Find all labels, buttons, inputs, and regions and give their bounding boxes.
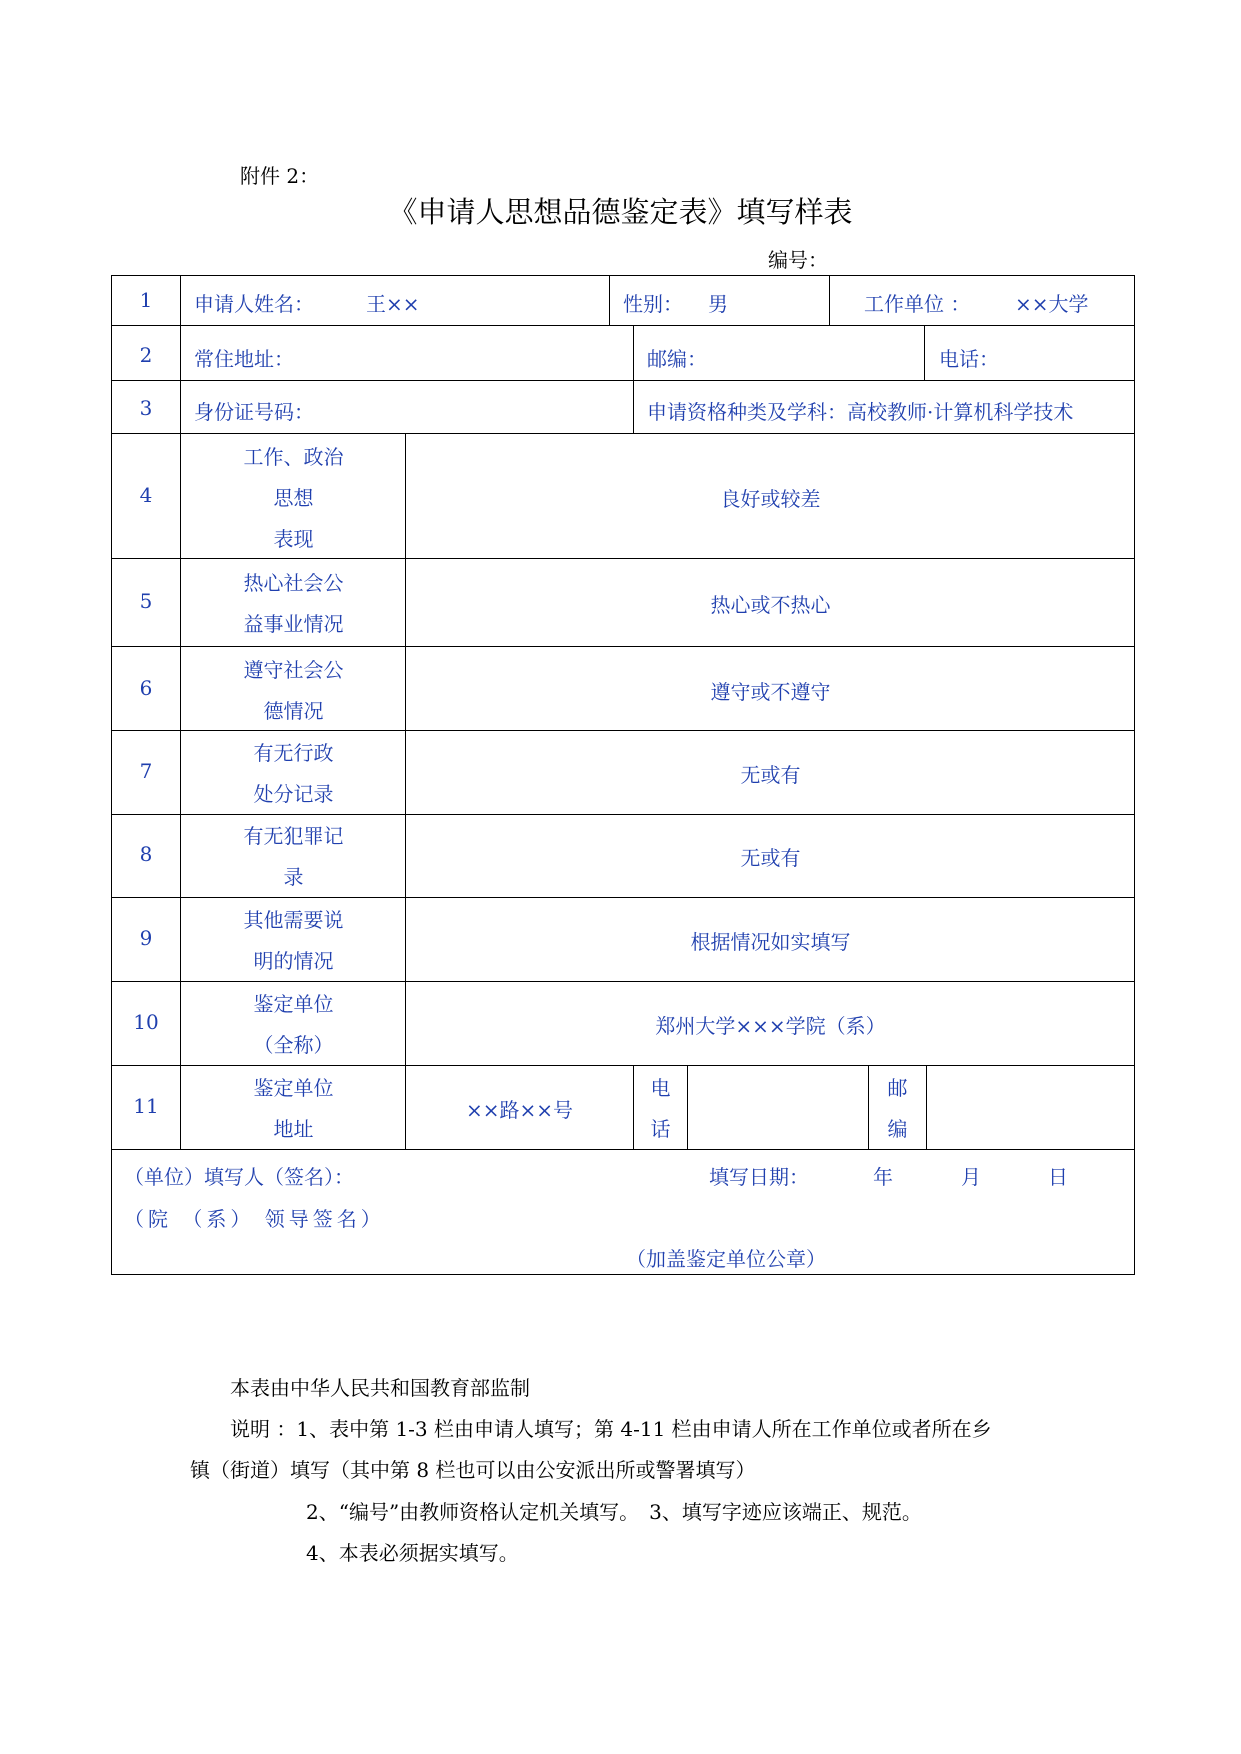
category-value: 热心或不热心 — [710, 593, 831, 617]
seal-label: （加盖鉴定单位公章） — [626, 1247, 826, 1271]
col-divider — [609, 275, 610, 325]
category-value: 根据情况如实填写 — [690, 930, 851, 954]
row-divider — [111, 646, 1135, 647]
row-number: 6 — [139, 676, 153, 700]
date-month: 月 — [961, 1165, 981, 1189]
date-year: 年 — [873, 1165, 893, 1189]
col-divider — [687, 1065, 688, 1149]
category-label: 热心社会公 益事业情况 — [243, 571, 344, 636]
id-number-label: 身份证号码： — [194, 400, 314, 424]
postcode-label: 邮 编 — [887, 1076, 908, 1141]
category-value: 良好或较差 — [720, 487, 821, 511]
date-day: 日 — [1048, 1165, 1068, 1189]
instruction-line: 2、“编号”由教师资格认定机关填写。 3、填写字迹应该端正、规范。 — [306, 1500, 922, 1524]
row-number: 7 — [139, 759, 153, 783]
category-label: 鉴定单位 （全称） — [253, 992, 334, 1057]
col-divider — [633, 380, 634, 433]
row-divider — [111, 380, 1135, 381]
attachment-label: 附件 2： — [240, 164, 320, 188]
appraisal-unit-address: ××路××号 — [465, 1098, 574, 1122]
applicant-name-value: 王×× — [366, 292, 420, 316]
serial-number-label: 编号： — [768, 248, 828, 272]
instruction-line: 4、本表必须据实填写。 — [306, 1541, 519, 1565]
appraisal-form-table — [111, 275, 1135, 1275]
col-divider — [924, 325, 925, 380]
category-label: 其他需要说 明的情况 — [243, 908, 344, 973]
row-number: 4 — [139, 483, 153, 507]
category-label: 有无行政 处分记录 — [253, 741, 334, 806]
row-number: 9 — [139, 926, 153, 950]
phone-label: 电 话 — [650, 1076, 671, 1141]
fill-date-label: 填写日期： — [709, 1165, 809, 1189]
instruction-line: 说明 ：1、表中第 1-3 栏由申请人填写；第 4-11 栏由申请人所在工作单位或者所在乡 — [230, 1417, 992, 1441]
row-number: 5 — [139, 589, 153, 613]
qualification-label: 申请资格种类及学科：高校教师·计算机科学技术 — [647, 400, 1074, 424]
row-number: 10 — [133, 1010, 159, 1034]
category-value: 郑州大学×××学院（系） — [655, 1014, 886, 1038]
border-bottom — [111, 1274, 1135, 1275]
row-divider — [111, 325, 1135, 326]
supervision-note: 本表由中华人民共和国教育部监制 — [230, 1376, 530, 1400]
row-number: 1 — [139, 288, 153, 312]
filler-signature-label: （单位）填写人（签名）： — [124, 1165, 354, 1189]
phone-label: 电话： — [939, 347, 999, 371]
instruction-line: 镇（街道）填写（其中第 8 栏也可以由公安派出所或警署填写） — [190, 1458, 756, 1482]
work-unit-label: 工作单位 ： — [864, 292, 971, 316]
applicant-name-label: 申请人姓名： — [194, 292, 314, 316]
row-number: 8 — [139, 842, 153, 866]
category-label: 鉴定单位 地址 — [253, 1076, 334, 1141]
category-value: 无或有 — [740, 846, 801, 870]
col-divider — [633, 325, 634, 380]
gender-value: 男 — [708, 292, 728, 316]
gender-label: 性别： — [623, 292, 683, 316]
page-title: 《申请人思想品德鉴定表》填写样表 — [388, 195, 853, 229]
border-top — [111, 275, 1135, 276]
row-number: 2 — [139, 343, 153, 367]
work-unit-value: ××大学 — [1015, 292, 1089, 316]
row-number: 11 — [133, 1094, 159, 1118]
col-divider — [829, 275, 830, 325]
category-label: 工作、政治 思想 表现 — [243, 445, 344, 551]
row-number: 3 — [139, 396, 153, 420]
row-divider — [111, 433, 1135, 434]
category-value: 遵守或不遵守 — [710, 680, 831, 704]
leader-signature-label: （院 （系） 领导签名） — [124, 1207, 385, 1231]
postcode-label: 邮编： — [647, 347, 707, 371]
col-divider — [926, 1065, 927, 1149]
address-label: 常住地址： — [194, 347, 294, 371]
category-value: 无或有 — [740, 763, 801, 787]
category-label: 有无犯罪记 录 — [243, 824, 344, 889]
category-label: 遵守社会公 德情况 — [243, 658, 344, 723]
